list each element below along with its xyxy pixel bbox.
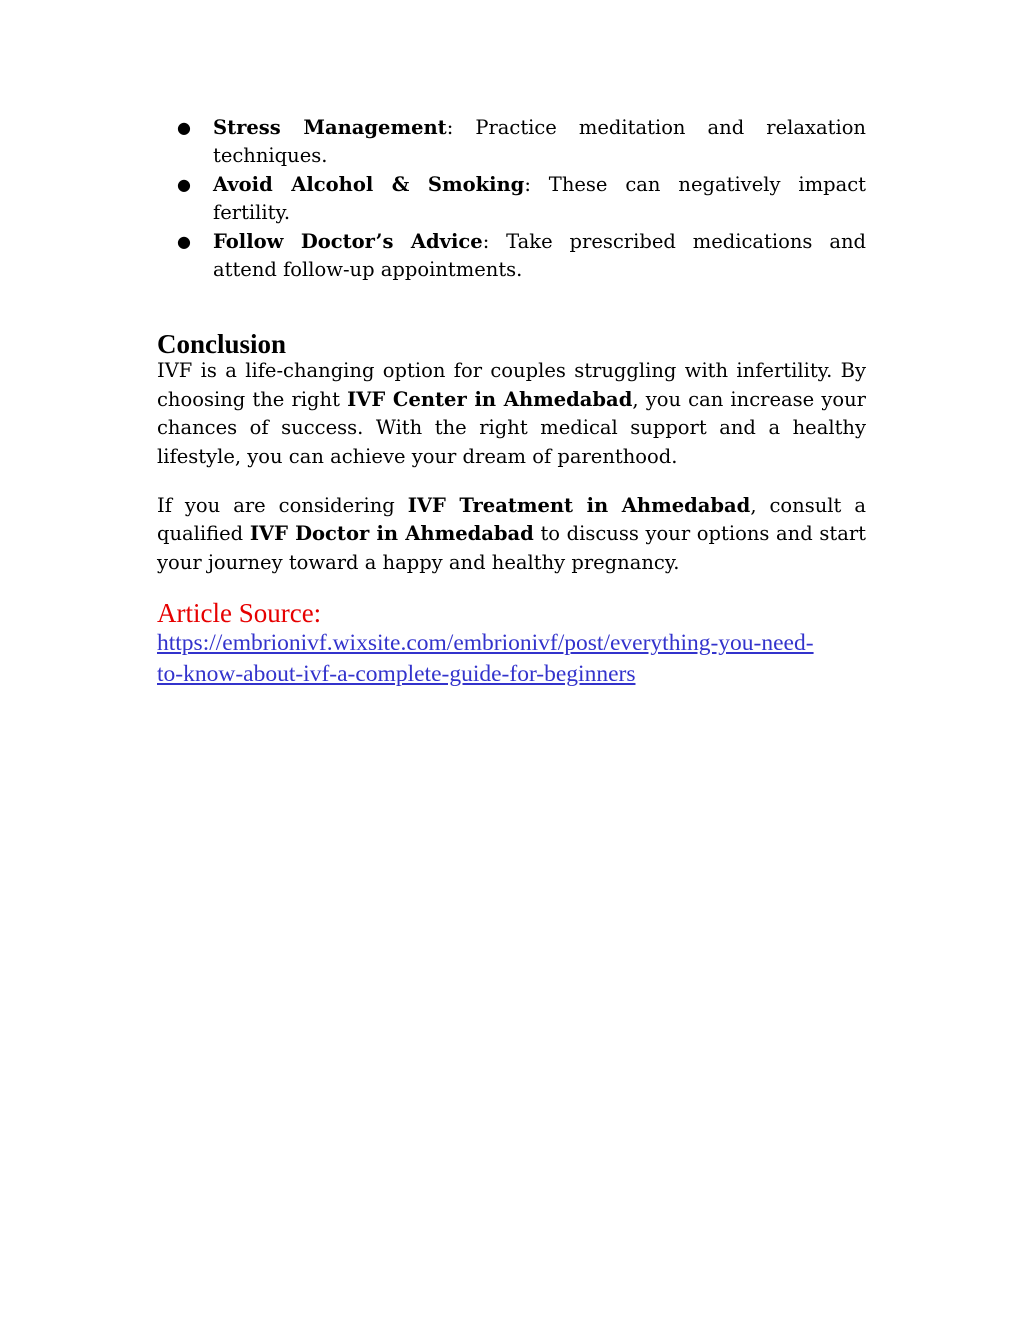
bullet-icon: ● — [177, 231, 191, 251]
list-item-sep: : — [446, 116, 454, 139]
text-run: IVF is a life-changing option for couples struggling with infertility. By choosing the right — [157, 359, 866, 411]
link-line[interactable]: to-know-about-ivf-a-complete-guide-for-beginners — [157, 661, 636, 688]
bullet-icon: ● — [177, 118, 191, 137]
document-page — [157, 114, 866, 690]
conclusion-paragraph-1 — [157, 357, 866, 471]
text-run: , consult a qualified — [157, 494, 866, 546]
list-item-text: Practice meditation and relaxation techniques. — [213, 116, 866, 168]
tips-list — [157, 114, 866, 284]
list-item-sep: : — [482, 229, 490, 253]
list-item-text: These can negatively impact fertility. — [213, 172, 866, 225]
text-run: to discuss your options and start your journey toward a happy and healthy pregnancy. — [157, 522, 866, 574]
text-run: If you are considering — [157, 494, 408, 518]
list-item — [177, 171, 866, 228]
bullet-icon: ● — [177, 174, 191, 194]
list-item-term: Follow Doctor’s Advice — [213, 229, 483, 253]
list-item-text: Take prescribed medications and attend follow-up appointments. — [213, 229, 866, 282]
list-item-sep: : — [524, 172, 531, 196]
article-source-link[interactable] — [157, 630, 814, 687]
bold-keyword: IVF Treatment in Ahmedabad — [407, 494, 751, 518]
article-source-heading: Article Source: — [157, 598, 322, 629]
list-item — [177, 228, 866, 285]
text-run: , you can increase your chances of success. With the right medical support and a healthy lifestyle, you can achieve your dream of parenthood. — [157, 387, 866, 468]
list-item-term: Stress Management — [213, 116, 447, 139]
bold-keyword: IVF Doctor in Ahmedabad — [249, 522, 534, 546]
bold-keyword: IVF Center in Ahmedabad — [347, 387, 633, 411]
list-item-term: Avoid Alcohol & Smoking — [213, 172, 525, 196]
list-item — [177, 114, 866, 171]
conclusion-paragraph-2 — [157, 492, 866, 577]
link-line[interactable]: https://embrionivf.wixsite.com/embrionivf/post/everything-you-need- — [157, 630, 814, 657]
conclusion-heading: Conclusion — [157, 329, 287, 360]
